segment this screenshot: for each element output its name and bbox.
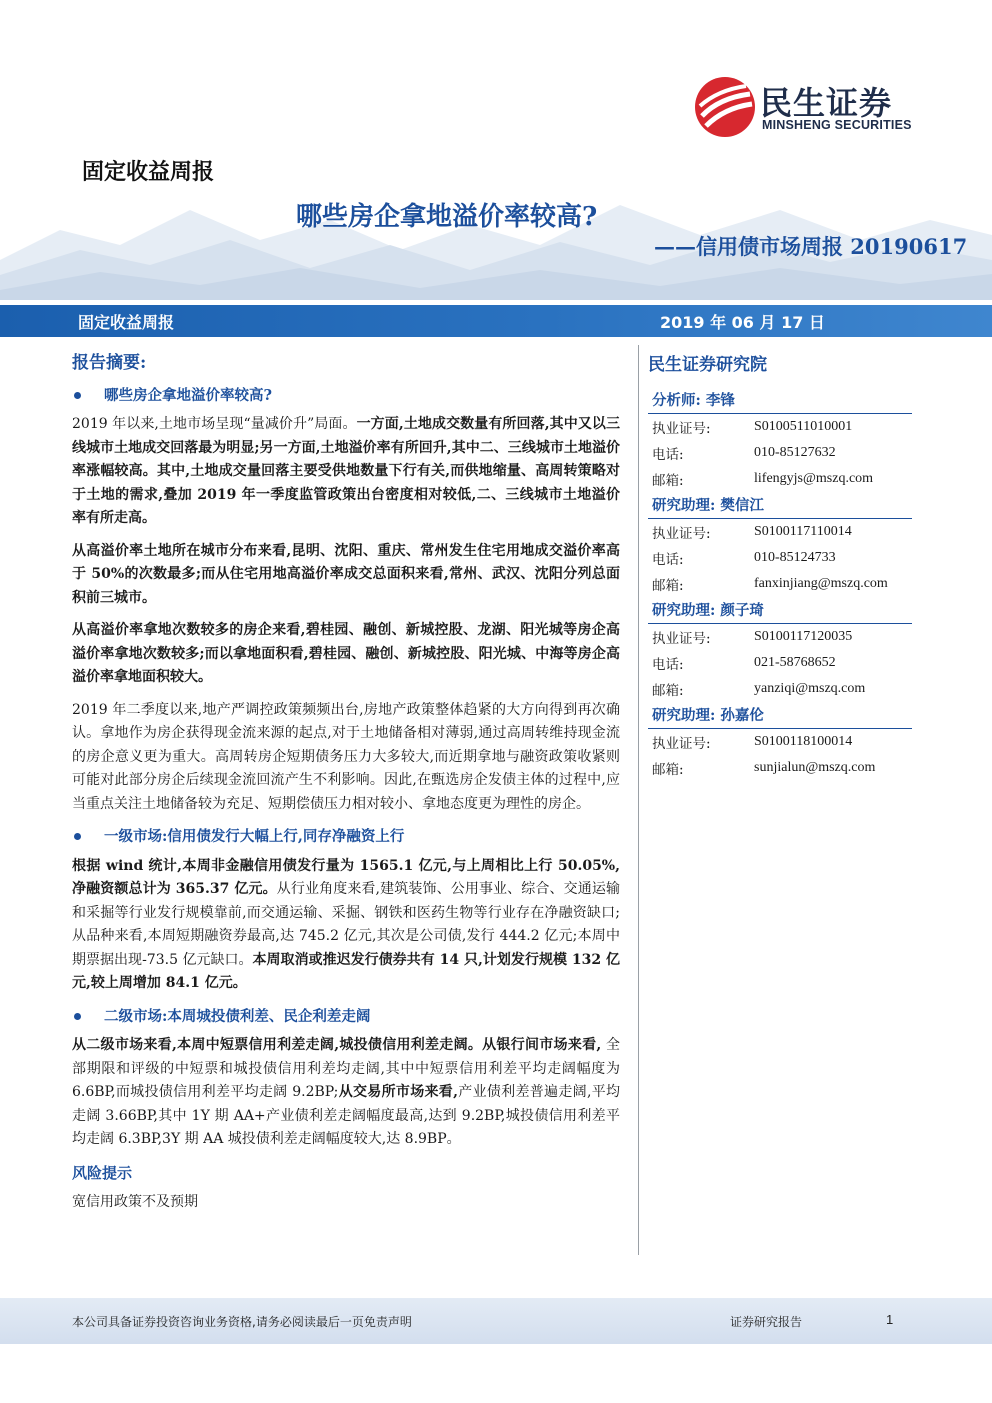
section-heading-secondary-market <box>72 1005 620 1029</box>
text-bold: 根据 wind 统计,本周非金融信用债发行量为 1565.1 亿元,与上周相比上行 50.05%,净融资额总计为 365.37 亿元。 <box>72 857 620 897</box>
minsheng-logo-icon <box>694 76 756 138</box>
section-heading-primary-market <box>72 825 620 849</box>
field-value: 010-85124733 <box>754 550 836 565</box>
text-bold: 本周取消或推迟发行债券共有 14 只,计划发行规模 132 亿元,较上周增加 84.1 亿元。 <box>72 951 620 991</box>
footer-disclaimer: 本公司具备证券投资咨询业务资格,请务必阅读最后一页免责声明 <box>72 1315 412 1329</box>
info-row <box>648 624 938 650</box>
info-row <box>648 545 938 571</box>
field-label: 电话: <box>652 552 684 568</box>
report-date: 2019 年 06 月 17 日 <box>660 313 825 332</box>
brand-name-cn: 民生证券 <box>760 84 893 122</box>
text: 2019 年以来,土地市场呈现“量减价升”局面。 <box>72 416 357 432</box>
paragraph <box>72 413 620 531</box>
field-value: S0100118100014 <box>754 734 853 749</box>
analyst-title: 研究助理: 孙嘉伦 <box>648 704 912 729</box>
band-report-type: 固定收益周报 <box>78 313 175 332</box>
email-value: yanziqi@mszq.com <box>754 681 866 696</box>
paragraph <box>72 855 620 996</box>
info-row <box>648 519 938 545</box>
sub-title: ——信用债市场周报 20190617 <box>654 234 968 259</box>
section-title: 哪些房企拿地溢价率较高? <box>104 386 272 404</box>
company-logo <box>694 76 934 140</box>
text-bold: 从二级市场来看,本周中短票信用利差走阔,城投债信用利差走阔。从银行间市场来看, <box>72 1037 602 1053</box>
text: 全部期限和评级的中短票和城投债信用利差均走阔,其中中短票信用利差平均走阔幅度为 6.6BP,而城投债信用利差平均走阔 9.2BP; <box>72 1037 620 1100</box>
main-title: 哪些房企拿地溢价率较高? <box>296 202 598 232</box>
page-number: 1 <box>886 1312 894 1327</box>
field-label: 执业证号: <box>652 631 711 647</box>
text-bold: 一方面,土地成交数量有所回落,其中又以三线城市土地成交回落最为明显;另一方面,土地溢价率有所回升,其中二、三线城市土地溢价率涨幅较高。其中,土地成交量回落主要受供地数量下行有关,而供地缩量、高周转策略对于土地的需求,叠加 2019 年一季度监管政策出台密度相对较低,二、三线城市土地溢价率有所走高。 <box>72 416 621 526</box>
analyst-block <box>648 599 938 702</box>
email-value: fanxinjiang@mszq.com <box>754 576 888 591</box>
field-label: 邮箱: <box>652 683 684 699</box>
section-heading-land-premium <box>72 384 620 408</box>
analyst-block <box>648 389 938 492</box>
analyst-block <box>648 494 938 597</box>
summary-column <box>72 352 620 1215</box>
header-band <box>0 305 992 337</box>
summary-heading: 报告摘要: <box>72 353 147 373</box>
info-row <box>648 729 938 755</box>
field-value: 021-58768652 <box>754 655 836 670</box>
field-label: 邮箱: <box>652 578 684 594</box>
info-row <box>648 650 938 676</box>
field-label: 邮箱: <box>652 473 684 489</box>
bullet-icon <box>74 392 81 399</box>
section-title: 二级市场:本周城投债利差、民企利差走阔 <box>104 1007 371 1025</box>
analyst-title: 研究助理: 颜子琦 <box>648 599 912 624</box>
text-bold: 从交易所市场来看, <box>338 1084 458 1100</box>
field-label: 电话: <box>652 447 684 463</box>
field-value: S0100117120035 <box>754 629 853 644</box>
info-row <box>648 676 938 702</box>
analyst-column <box>648 350 938 783</box>
footer-doc-type: 证券研究报告 <box>730 1315 803 1329</box>
field-label: 执业证号: <box>652 421 711 437</box>
analyst-title: 分析师: 李锋 <box>648 389 912 414</box>
paragraph <box>72 1034 620 1152</box>
risk-heading: 风险提示 <box>72 1163 133 1182</box>
info-row <box>648 571 938 597</box>
paragraph: 2019 年二季度以来,地产严调控政策频频出台,房地产政策整体趋紧的大方向得到再次确认。拿地作为房企获得现金流来源的起点,对于土地储备相对薄弱,通过高周转维持现金流的房企意义更为重大。高周转房企短期债务压力大多较大,而近期拿地与融资政策收紧则可能对此部分房企后续现金流回流产生不利影响。因此,在甄选房企发债主体的过程中,应当重点关注土地储备较为充足、短期偿债压力相对较小、拿地态度更为理性的房企。 <box>72 701 620 812</box>
info-row <box>648 466 938 492</box>
bullet-icon <box>74 833 81 840</box>
field-label: 执业证号: <box>652 526 711 542</box>
text: 产业债利差普遍走阔,平均走阔 3.66BP,其中 1Y 期 AA+产业债利差走阔幅度最高,达到 9.2BP,城投债信用利差平均走阔 6.3BP,3Y 期 AA 城投债利差走阔幅度较大,达 8.9BP。 <box>72 1084 620 1147</box>
column-divider <box>638 345 639 1255</box>
field-label: 执业证号: <box>652 736 711 752</box>
email-value: lifengyjs@mszq.com <box>754 471 874 486</box>
bullet-icon <box>74 1013 81 1020</box>
paragraph: 从高溢价率拿地次数较多的房企来看,碧桂园、融创、新城控股、龙湖、阳光城等房企高溢价率拿地次数较多;而以拿地面积看,碧桂园、融创、新城控股、阳光城、中海等房企高溢价率拿地面积较大。 <box>72 622 620 685</box>
text: 从行业角度来看,建筑装饰、公用事业、综合、交通运输和采掘等行业发行规模靠前,而交通运输、采掘、钢铁和医药生物等行业存在净融资缺口;从品种来看,本周短期融资券最高,达 745.2 亿元,其次是公司债,发行 444.2 亿元;本周中期票据出现-73.5 亿元缺口。 <box>72 881 620 968</box>
page-footer <box>0 1298 992 1344</box>
email-value: sunjialun@mszq.com <box>754 760 876 775</box>
risk-text: 宽信用政策不及预期 <box>72 1194 198 1210</box>
field-label: 电话: <box>652 657 684 673</box>
analyst-title: 研究助理: 樊信江 <box>648 494 912 519</box>
brand-name-en: MINSHENG SECURITIES <box>762 118 912 132</box>
institute-name: 民生证券研究院 <box>648 355 767 375</box>
section-title: 一级市场:信用债发行大幅上行,同存净融资上行 <box>104 828 405 845</box>
info-row <box>648 414 938 440</box>
info-row <box>648 440 938 466</box>
field-value: 010-85127632 <box>754 445 836 460</box>
info-row <box>648 755 938 781</box>
report-type: 固定收益周报 <box>82 159 215 185</box>
field-value: S0100117110014 <box>754 524 852 539</box>
field-label: 邮箱: <box>652 762 684 778</box>
paragraph: 从高溢价率土地所在城市分布来看,昆明、沈阳、重庆、常州发生住宅用地成交溢价率高于 50%的次数最多;而从住宅用地高溢价率成交总面积来看,常州、武汉、沈阳分列总面积前三城市。 <box>72 542 620 606</box>
field-value: S0100511010001 <box>754 419 853 434</box>
analyst-block <box>648 704 938 781</box>
